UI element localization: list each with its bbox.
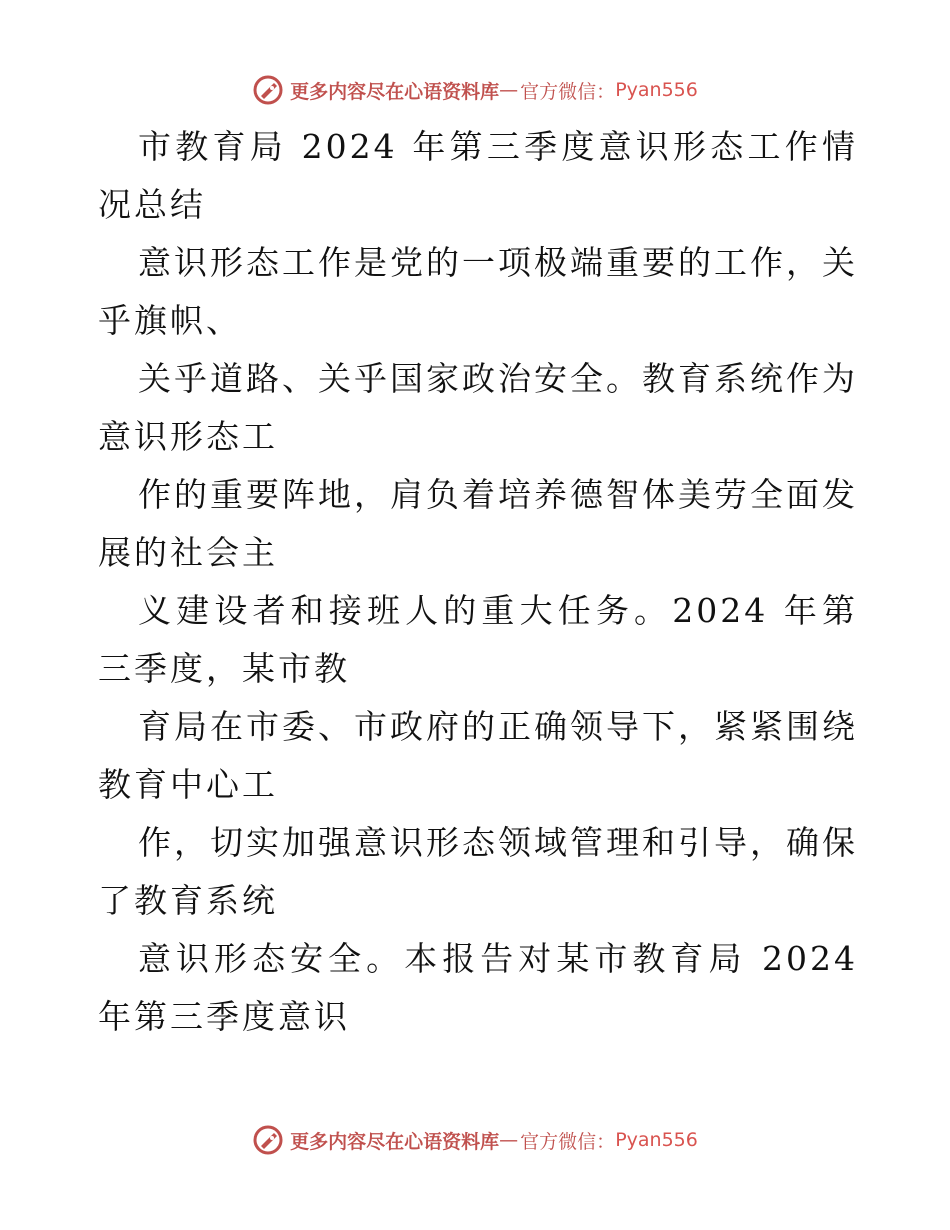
paragraph-line: 关乎道路、关乎国家政治安全。教育系统作为意识形态工	[98, 359, 858, 456]
paragraph-line: 义建设者和接班人的重大任务。2024 年第三季度，某市教	[98, 591, 858, 688]
paragraph-line: 意识形态安全。本报告对某市教育局 2024 年第三季度意识	[98, 939, 858, 1036]
paragraph-line: 育局在市委、市政府的正确领导下，紧紧围绕教育中心工	[98, 707, 858, 804]
banner-wechat-label: 官方微信：	[520, 80, 616, 103]
banner-separator: —	[499, 79, 519, 101]
banner-wechat-account: Pyan556	[615, 79, 698, 101]
paragraph-line: 作的重要阵地，肩负着培养德智体美劳全面发展的社会主	[98, 475, 858, 572]
paragraph-line: 作，切实加强意识形态领域管理和引导，确保了教育系统	[98, 823, 858, 920]
footer-banner	[0, 1120, 950, 1160]
document-title: 市教育局 2024 年第三季度意识形态工作情况总结	[98, 127, 858, 224]
header-banner	[0, 70, 950, 110]
banner-wechat-label: 官方微信：	[520, 1130, 616, 1153]
banner-separator: —	[499, 1129, 519, 1151]
document-body	[98, 118, 858, 1046]
banner-main-text: 更多内容尽在心语资料库	[290, 1130, 500, 1153]
paragraph-line: 意识形态工作是党的一项极端重要的工作，关乎旗帜、	[98, 243, 858, 340]
banner-wechat-account: Pyan556	[615, 1129, 698, 1151]
pen-nib-circle-logo-icon	[252, 74, 284, 106]
pen-nib-circle-logo-icon	[252, 1124, 284, 1156]
banner-main-text: 更多内容尽在心语资料库	[290, 80, 500, 103]
